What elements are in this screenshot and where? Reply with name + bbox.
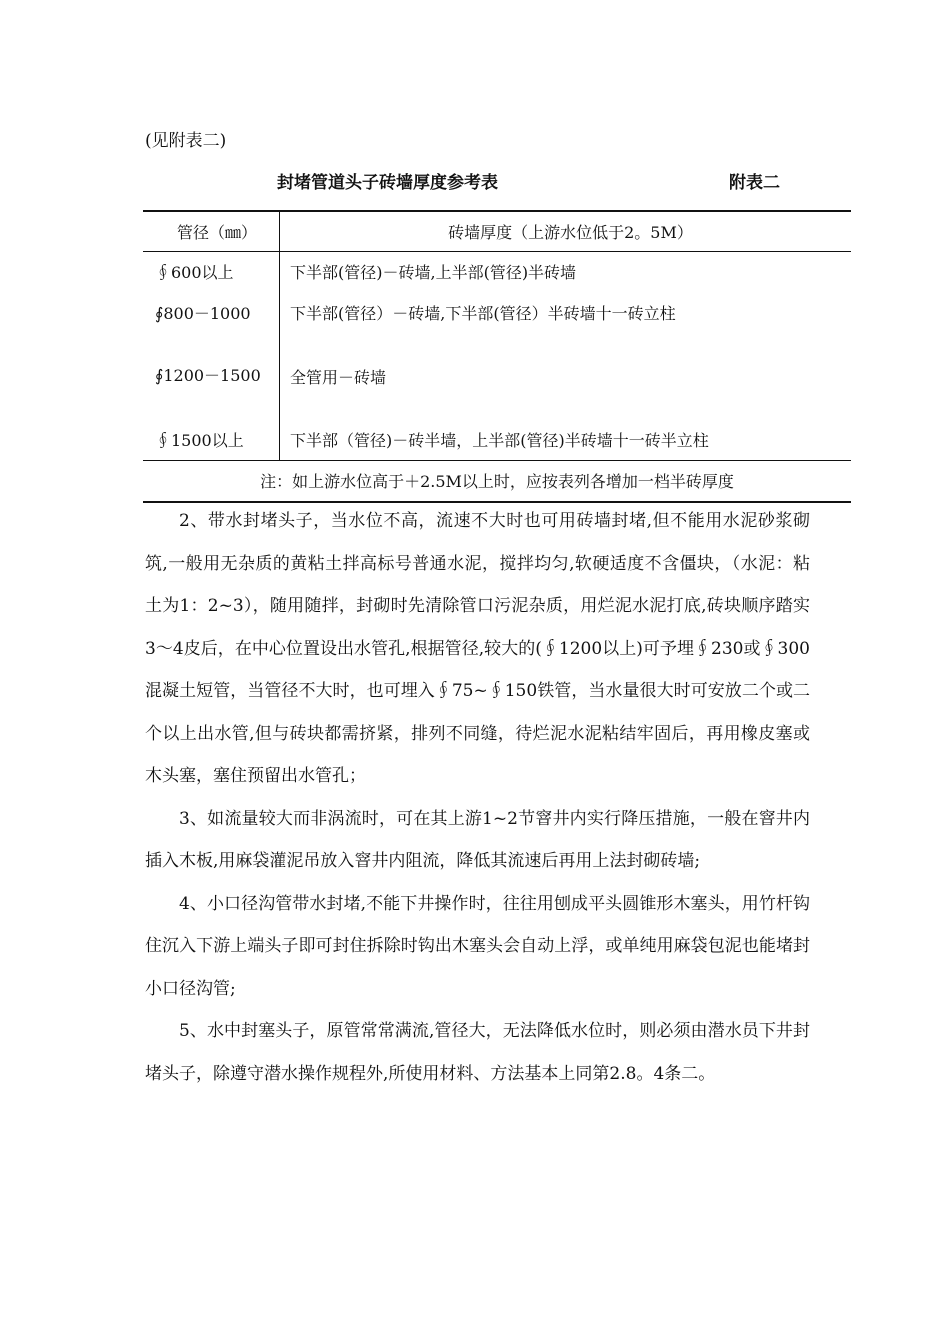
brick-wall-thickness-table xyxy=(143,210,851,503)
header-diameter: 管径（㎜） xyxy=(143,211,280,251)
cell-diameter: ∮1500以上 xyxy=(143,419,280,460)
table-header-row xyxy=(143,211,851,251)
header-thickness: 砖墙厚度（上游水位低于2。5M） xyxy=(448,222,693,242)
cell-diameter: ∮800－1000 xyxy=(143,292,280,333)
table-note-row xyxy=(143,460,851,502)
paragraph-5: 5、水中封塞头子，原管常常满流,管径大，无法降低水位时，则必须由潜水员下井封堵头子，除遵守潜水操作规程外,所使用材料、方法基本上同第2.8。4条二。 xyxy=(145,1021,810,1084)
cell-thickness: 下半部（管径)－砖半墙，上半部(管径)半砖墙十一砖半立柱 xyxy=(290,430,709,450)
paragraph-3: 3、如流量较大而非涡流时，可在其上游1~2节窨井内实行降压措施，一般在窨井内插入木板,用麻袋灌泥吊放入窨井内阻流，降低其流速后再用上法封砌砖墙; xyxy=(145,808,810,871)
table-title-row xyxy=(145,168,851,194)
paragraph-2: 2、带水封堵头子，当水位不高，流速不大时也可用砖墙封堵,但不能用水泥砂浆砌筑,一般用无杂质的黄粘土拌高标号普通水泥，搅拌均匀,软硬适度不含僵块，（水泥：粘土为1：2~3），随用随拌，封砌时先清除管口污泥杂质，用烂泥水泥打底,砖块顺序踏实3～4皮后，在中心位置设出水管孔,根据管径,较大的(∮1200以上)可予埋∮230或∮300混凝土短管，当管径不大时，也可埋入∮75~∮150铁管，当水量很大时可安放二个或二个以上出水管,但与砖块都需挤紧，排列不同缝，待烂泥水泥粘结牢固后，再用橡皮塞或木头塞，塞住预留出水管孔； xyxy=(145,511,810,786)
body-text xyxy=(145,500,810,1095)
table-title: 封堵管道头子砖墙厚度参考表 xyxy=(277,173,498,193)
paragraph-4: 4、小口径沟管带水封堵,不能下井操作时，往往用刨成平头圆锥形木塞头，用竹杆钩住沉入下游上端头子即可封住拆除时钩出木塞头会自动上浮，或单纯用麻袋包泥也能堵封小口径沟管; xyxy=(145,893,810,999)
cell-diameter: ∮1200－1500 xyxy=(143,333,280,419)
cell-thickness: 下半部(管径）－砖墙,下半部(管径）半砖墙十一砖立柱 xyxy=(290,304,676,323)
cell-thickness: 全管用－砖墙 xyxy=(290,367,387,387)
table-row xyxy=(143,333,851,419)
table-row xyxy=(143,251,851,292)
appendix-label: 附表二 xyxy=(729,173,780,193)
table-row xyxy=(143,419,851,460)
cell-thickness: 下半部(管径)－砖墙,上半部(管径)半砖墙 xyxy=(290,263,577,283)
reference-note: (见附表二) xyxy=(145,131,227,151)
table-note: 注：如上游水位高于＋2.5M以上时，应按表列各增加一档半砖厚度 xyxy=(143,460,851,502)
cell-diameter: ∮600以上 xyxy=(143,251,280,292)
table-row xyxy=(143,292,851,333)
